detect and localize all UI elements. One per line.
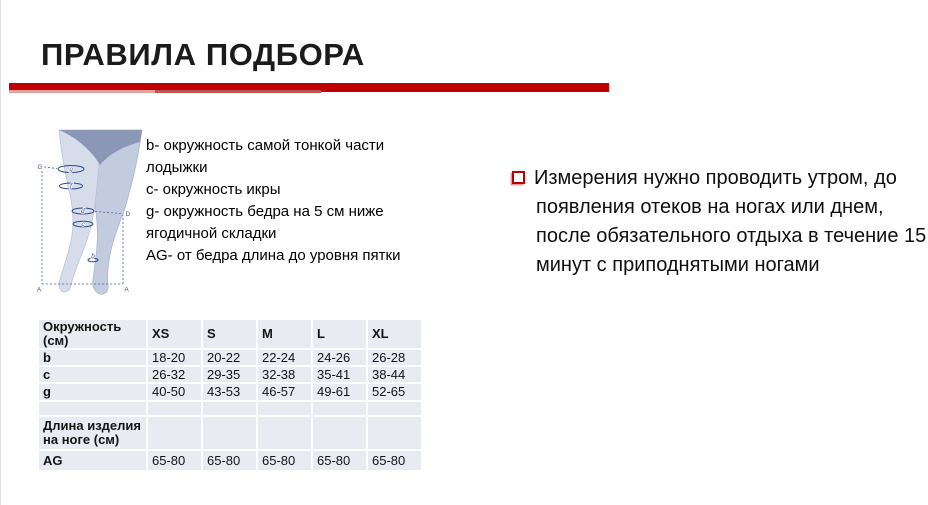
table-cell: [39, 402, 146, 415]
frame-label-D: D: [125, 211, 131, 218]
measure-label-d: d: [81, 208, 85, 216]
table-header-cell: M: [258, 320, 311, 348]
table-cell: Длина изделия на ноге (см): [39, 417, 146, 449]
table-cell: 65-80: [148, 451, 201, 470]
table-cell: [368, 417, 421, 449]
table-cell: 65-80: [313, 451, 366, 470]
table-header-cell: XS: [148, 320, 201, 348]
frame-label-A-left: A: [36, 286, 42, 294]
table-header-cell: S: [203, 320, 256, 348]
table-cell: [258, 402, 311, 415]
measure-label-f: f: [69, 183, 73, 191]
page-title: ПРАВИЛА ПОДБОРА: [41, 36, 365, 72]
table-cell: 52-65: [368, 384, 421, 400]
table-cell: 40-50: [148, 384, 201, 400]
measurement-note-text: Измерения нужно проводить утром, до появления отеков на ногах или днем, после обязательного отдыха в течение 15 минут с приподнятыми ногами: [534, 167, 927, 276]
measure-label-b: b: [91, 253, 95, 260]
table-cell: 65-80: [203, 451, 256, 470]
table-header-row: [39, 320, 421, 348]
table-cell: AG: [39, 451, 146, 470]
legend-line-c: c- окружность икры: [146, 181, 281, 198]
table-row: [39, 367, 421, 382]
legend-line-b: b- окружность самой тонкой части лодыжки: [146, 137, 385, 176]
table-cell: 26-32: [148, 367, 201, 382]
size-table: [37, 318, 423, 472]
table-cell: [203, 417, 256, 449]
table-cell: 35-41: [313, 367, 366, 382]
table-cell: 65-80: [368, 451, 421, 470]
table-cell: b: [39, 350, 146, 365]
legend-line-g: g- окружность бедра на 5 см ниже ягодичной складки: [146, 203, 384, 242]
table-row: [39, 350, 421, 365]
table-cell: 18-20: [148, 350, 201, 365]
legend-line-ag: AG- от бедра длина до уровня пятки: [146, 247, 401, 264]
table-cell: [313, 417, 366, 449]
title-divider-accent-left: [9, 90, 155, 93]
table-cell: 29-35: [203, 367, 256, 382]
table-row: [39, 384, 421, 400]
table-cell: 24-26: [313, 350, 366, 365]
table-cell: 22-24: [258, 350, 311, 365]
measure-label-g: g: [69, 166, 73, 174]
table-cell: [368, 402, 421, 415]
measure-label-c: c: [81, 221, 85, 229]
table-cell: 32-38: [258, 367, 311, 382]
table-header-cell: L: [313, 320, 366, 348]
open-square-bullet-icon: [512, 171, 525, 184]
table-cell: g: [39, 384, 146, 400]
table-cell: c: [39, 367, 146, 382]
table-cell: 65-80: [258, 451, 311, 470]
frame-label-G: G: [37, 164, 43, 171]
table-cell: [258, 417, 311, 449]
table-row: [39, 451, 421, 470]
legs-measurement-illustration: [34, 127, 144, 297]
table-row: [39, 402, 421, 415]
table-cell: [148, 417, 201, 449]
table-cell: [203, 402, 256, 415]
title-divider-accent-mid: [155, 90, 321, 93]
table-header-cell: XL: [368, 320, 421, 348]
table-cell: [148, 402, 201, 415]
table-cell: 46-57: [258, 384, 311, 400]
measurement-note: [512, 164, 928, 280]
frame-label-A-right: A: [124, 286, 129, 294]
table-row: [39, 417, 421, 449]
table-cell: 20-22: [203, 350, 256, 365]
table-cell: 49-61: [313, 384, 366, 400]
table-cell: 26-28: [368, 350, 421, 365]
measurement-legend: [146, 135, 438, 267]
table-cell: [313, 402, 366, 415]
table-cell: 43-53: [203, 384, 256, 400]
table-header-cell: Окружность (см): [39, 320, 146, 348]
table-cell: 38-44: [368, 367, 421, 382]
